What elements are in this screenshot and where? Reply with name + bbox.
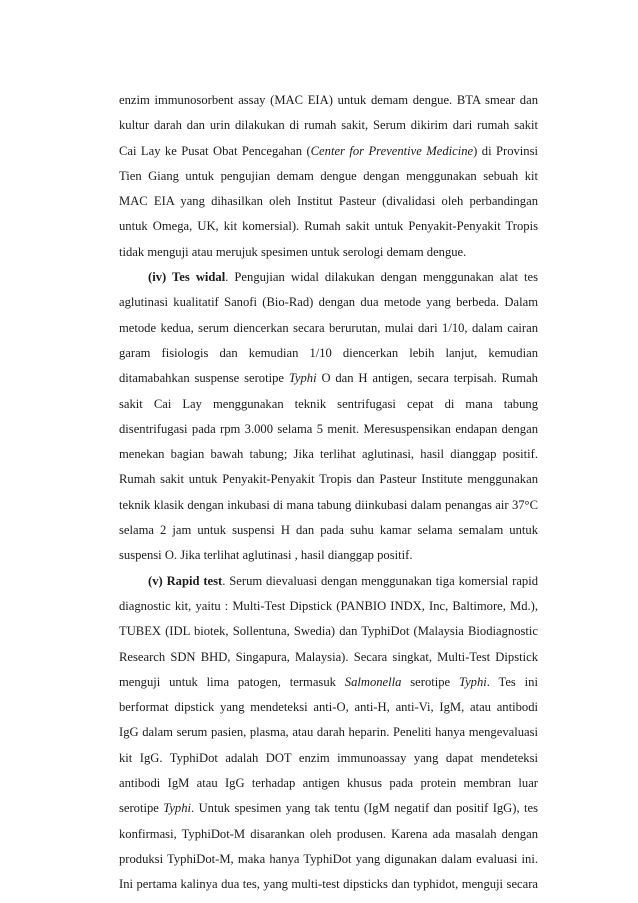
text-line [119, 341, 538, 366]
text-line [119, 670, 538, 695]
text-run: O dan H antigen, secara terpisah. Rumah [316, 371, 538, 386]
text-run: . Untuk spesimen yang tak tentu (IgM negatif dan positif IgG), tes [191, 801, 538, 816]
text-run: . Serum dievaluasi dengan menggunakan tiga komersial rapid [222, 573, 538, 588]
text-run: tidak menguji atau merujuk spesimen untuk serologi demam dengue. [119, 244, 467, 259]
text-run: sakit Cai Lay menggunakan teknik sentrifugasi cepat di mana tabung [119, 396, 538, 411]
text-run: Ini pertama kalinya dua tes, yang multi-test dipsticks dan typhidot, menguji secara [119, 877, 538, 892]
italic-term: Typhi [163, 801, 192, 816]
text-run: selama 2 jam untuk suspensi H dan pada suhu kamar selama semalam untuk [119, 523, 538, 538]
italic-term: Typhi [288, 371, 317, 386]
text-run: serotipe [119, 801, 164, 816]
text-run: TUBEX (IDL biotek, Sollentuna, Swedia) dan TyphiDot (Malaysia Biodiagnostic [119, 624, 538, 639]
text-run: metode kedua, serum diencerkan secara berurutan, mulai dari 1/10, dalam cairan [119, 320, 538, 335]
text-line [119, 695, 538, 720]
text-run: disentrifugasi pada rpm 3.000 selama 5 menit. Meresuspensikan endapan dengan [119, 421, 538, 436]
text-line [119, 88, 538, 113]
text-line [119, 265, 538, 290]
text-run: berformat dipstick yang mendeteksi anti-O, anti-H, anti-Vi, IgM, atau antibodi [119, 700, 538, 715]
text-run: Cai Lay ke Pusat Obat Pencegahan ( [119, 143, 311, 158]
text-line [119, 417, 538, 442]
text-line [119, 290, 538, 315]
text-run: menguji untuk lima patogen, termasuk [119, 674, 345, 689]
text-run: antibodi IgM atau IgG terhadap antigen khusus pada protein membran luar [119, 776, 538, 791]
text-line [119, 214, 538, 239]
text-line [119, 189, 538, 214]
text-run: garam fisiologis dan kemudian 1/10 diencerkan lebih lanjut, kemudian [119, 345, 538, 360]
text-run: menekan bagian bawah tabung; Jika terlihat aglutinasi, hasil dianggap positif. [119, 447, 538, 462]
text-line [119, 569, 538, 594]
italic-term: Salmonella [344, 674, 402, 689]
section-heading: (v) Rapid test [148, 573, 223, 588]
text-run: Tien Giang untuk pengujian demam dengue dengan menggunakan sebuah kit [119, 168, 538, 183]
text-run: . Pengujian widal dilakukan dengan menggunakan alat tes [225, 270, 538, 285]
text-run: aglutinasi kualitatif Sanofi (Bio-Rad) dengan dua metode yang berbeda. Dalam [119, 295, 538, 310]
text-line [119, 518, 538, 543]
text-run: diagnostic kit, yaitu : Multi-Test Dipstick (PANBIO INDX, Inc, Baltimore, Md.), [119, 598, 538, 613]
text-line [119, 645, 538, 670]
text-run: Research SDN BHD, Singapura, Malaysia). Secara singkat, Multi-Test Dipstick [119, 649, 538, 664]
text-line [119, 619, 538, 644]
text-line [119, 164, 538, 189]
text-line [119, 720, 538, 745]
text-run: kit IgG. TyphiDot adalah DOT enzim immunoassay yang dapat mendeteksi [119, 750, 538, 765]
text-line [119, 316, 538, 341]
italic-term: Typhi [459, 674, 487, 689]
text-run: ) di Provinsi [473, 143, 538, 158]
text-run: ditamabahkan suspense serotipe [119, 371, 289, 386]
text-run: Rumah sakit untuk Penyakit-Penyakit Tropis dan Pasteur Institute menggunakan [119, 472, 538, 487]
section-heading: (iv) Tes widal [148, 270, 226, 285]
text-line [119, 442, 538, 467]
text-run: serotipe [401, 674, 459, 689]
text-run: konfirmasi, TyphiDot-M disarankan oleh produsen. Karena ada masalah dengan [119, 826, 538, 841]
body-text [119, 88, 538, 898]
text-run: IgG dalam serum pasien, plasma, atau darah heparin. Peneliti hanya mengevaluasi [119, 725, 538, 740]
text-line [119, 392, 538, 417]
text-line [119, 847, 538, 872]
text-run: kultur darah dan urin dilakukan di rumah sakit, Serum dikirim dari rumah sakit [119, 118, 538, 133]
text-line [119, 240, 538, 265]
text-run: MAC EIA yang dihasilkan oleh Institut Pasteur (divalidasi oleh perbandingan [119, 194, 538, 209]
text-line [119, 822, 538, 847]
italic-term: Center for Preventive Medicine [310, 143, 474, 158]
text-line [119, 113, 538, 138]
text-run: untuk Omega, UK, kit komersial). Rumah sakit untuk Penyakit-Penyakit Tropis [119, 219, 538, 234]
text-run: produksi TyphiDot-M, maka hanya TyphiDot yang digunakan dalam evaluasi ini. [119, 851, 538, 866]
text-line [119, 467, 538, 492]
text-line [119, 796, 538, 821]
text-line [119, 746, 538, 771]
text-line [119, 594, 538, 619]
text-line [119, 366, 538, 391]
text-run: enzim immunosorbent assay (MAC EIA) untuk demam dengue. BTA smear dan [119, 93, 538, 107]
text-line [119, 543, 538, 568]
text-run: teknik klasik dengan inkubasi di mana tabung diinkubasi dalam penangas air 37°C [119, 497, 538, 512]
text-line [119, 771, 538, 796]
text-line [119, 493, 538, 518]
text-line [119, 139, 538, 164]
text-run: . Tes ini [486, 674, 538, 689]
text-run: suspensi O. Jika terlihat aglutinasi , hasil dianggap positif. [119, 548, 413, 563]
text-line [119, 872, 538, 897]
